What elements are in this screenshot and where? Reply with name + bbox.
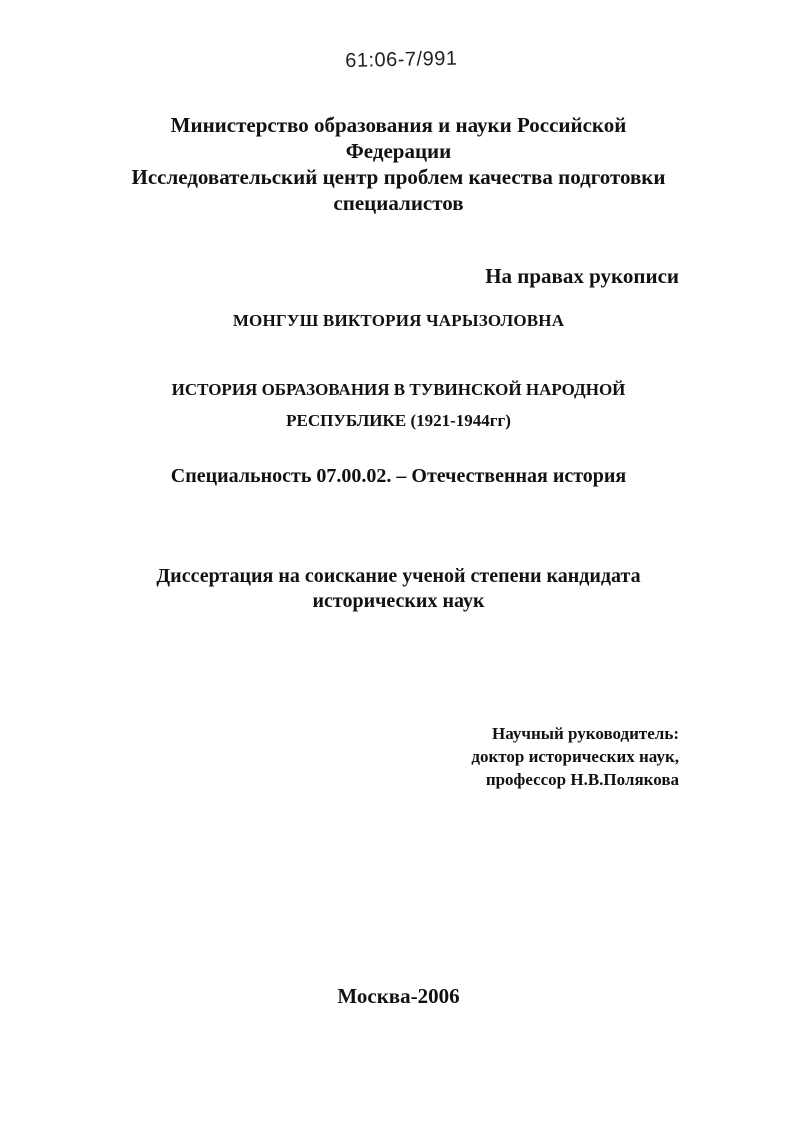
organization-line: специалистов bbox=[333, 191, 464, 215]
organization-line: Исследовательский центр проблем качества подготовки bbox=[131, 165, 666, 189]
city-year: Москва-2006 bbox=[337, 984, 460, 1008]
supervisor-name: профессор Н.В.Полякова bbox=[485, 770, 679, 789]
title-line: ИСТОРИЯ ОБРАЗОВАНИЯ В ТУВИНСКОЙ НАРОДНОЙ bbox=[171, 380, 626, 399]
supervisor-label: Научный руководитель: bbox=[492, 724, 679, 743]
supervisor-block bbox=[471, 722, 679, 791]
organization-header bbox=[0, 112, 797, 216]
organization-line: Министерство образования и науки Российской bbox=[170, 113, 627, 137]
supervisor-degree: доктор исторических наук, bbox=[471, 747, 679, 766]
dissertation-title bbox=[0, 374, 797, 436]
degree-statement bbox=[0, 564, 797, 614]
specialty: Специальность 07.00.02. – Отечественная история bbox=[170, 465, 627, 487]
degree-line: исторических наук bbox=[312, 590, 485, 612]
degree-line: Диссертация на соискание ученой степени кандидата bbox=[156, 565, 641, 587]
archive-code-stamp: 61:06-7/991 bbox=[345, 47, 458, 72]
rights-notice: На правах рукописи bbox=[485, 264, 679, 288]
title-line: РЕСПУБЛИКЕ (1921-1944гг) bbox=[286, 411, 511, 430]
organization-line: Федерации bbox=[345, 139, 452, 163]
author-name: МОНГУШ ВИКТОРИЯ ЧАРЫЗОЛОВНА bbox=[232, 311, 565, 330]
